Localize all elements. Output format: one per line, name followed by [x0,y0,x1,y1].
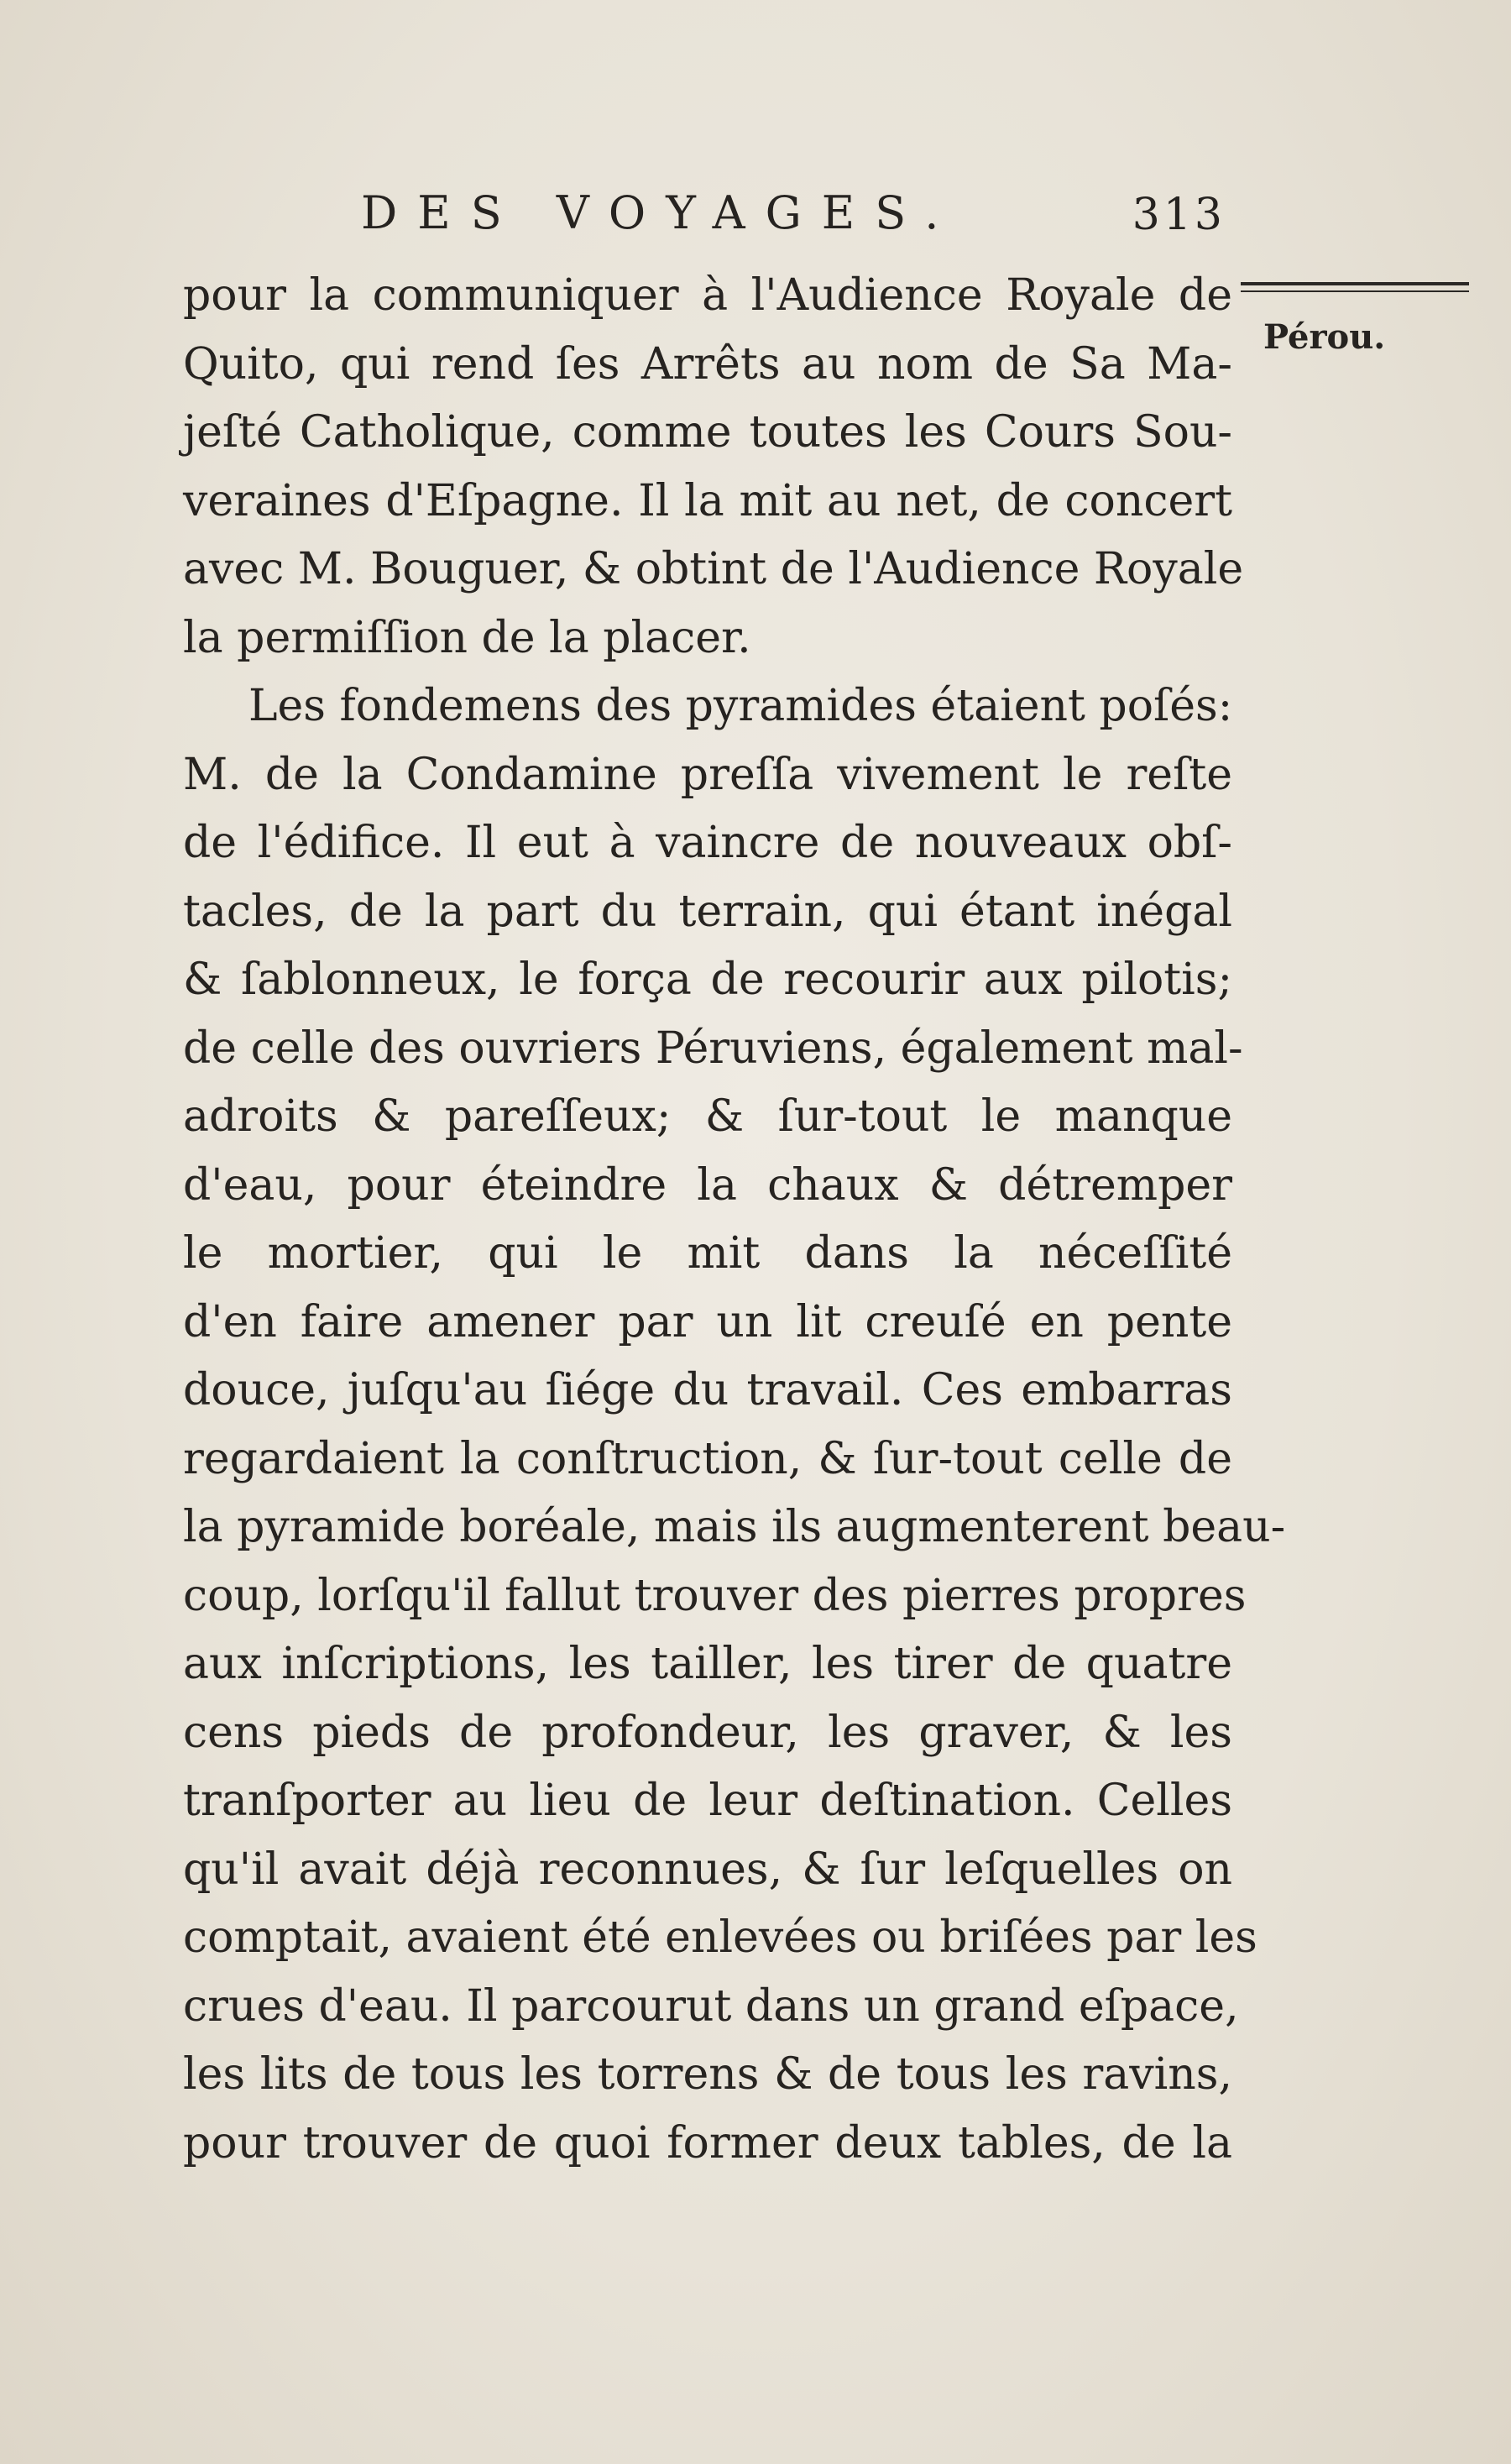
text-line: Les fondemens des pyramides étaient poſés: [248,681,1233,731]
page-header [185,186,1226,254]
text-line: la pyramide boréale, mais ils augmenterent beau- [183,1502,1286,1552]
text-line: les lits de tous les torrens & de tous les ravins, [183,2049,1232,2100]
margin-note: Pérou. [1263,317,1386,357]
text-line: avec M. Bouguer, & obtint de l'Audience Royale [183,544,1244,594]
text-line: Quito, qui rend ſes Arrêts au nom de Sa Ma- [183,338,1232,390]
text-line: d'en faire amener par un lit creuſé en pente [183,1296,1232,1347]
text-line: comptait, avaient été enlevées ou briſées par les [183,1912,1257,1963]
text-line: adroits & pareſſeux; & ſur-tout le manque [183,1091,1232,1142]
text-line: pour la communiquer à l'Audience Royale de [183,270,1232,321]
text-line: cens pieds de profondeur, les graver, & les [183,1707,1232,1758]
text-line: d'eau, pour éteindre la chaux & détremper [183,1159,1232,1211]
text-line: M. de la Condamine preſſa vivement le reſte [183,749,1232,800]
text-line: la permiſſion de la placer. [183,612,751,663]
text-line: crues d'eau. Il parcourut dans un grand eſpace, [183,1980,1239,2032]
body-text [183,262,1286,2178]
text-line: douce, juſqu'au ſiége du travail. Ces embarras [183,1365,1232,1415]
text-line: pour trouver de quoi former deux tables, de la [183,2117,1232,2168]
text-line: coup, lorſqu'il fallut trouver des pierres propres [183,1570,1247,1621]
text-line: regardaient la conſtruction, & ſur-tout celle de [183,1433,1232,1484]
margin-rule [1241,282,1469,292]
text-line: le mortier, qui le mit dans la néceſſité [183,1228,1232,1279]
text-line: jeſté Catholique, comme toutes les Cours Sou- [183,407,1232,458]
page-number: 313 [1132,190,1226,240]
running-head: DES VOYAGES. [361,186,959,239]
text-line: de l'édifice. Il eut à vaincre de nouveaux obſ- [183,818,1232,868]
text-line: aux inſcriptions, les tailler, les tirer de quatre [183,1639,1232,1689]
text-line: tacles, de la part du terrain, qui étant inégal [183,886,1232,937]
text-line: de celle des ouvriers Péruviens, également mal- [183,1023,1243,1074]
text-line: tranſporter au lieu de leur deſtination. Celles [183,1776,1232,1826]
text-line: & ſablonneux, le força de recourir aux pilotis; [183,955,1232,1005]
text-line: qu'il avait déjà reconnues, & ſur leſquelles on [183,1844,1232,1895]
text-line: veraines d'Eſpagne. Il la mit au net, de concert [183,475,1232,526]
